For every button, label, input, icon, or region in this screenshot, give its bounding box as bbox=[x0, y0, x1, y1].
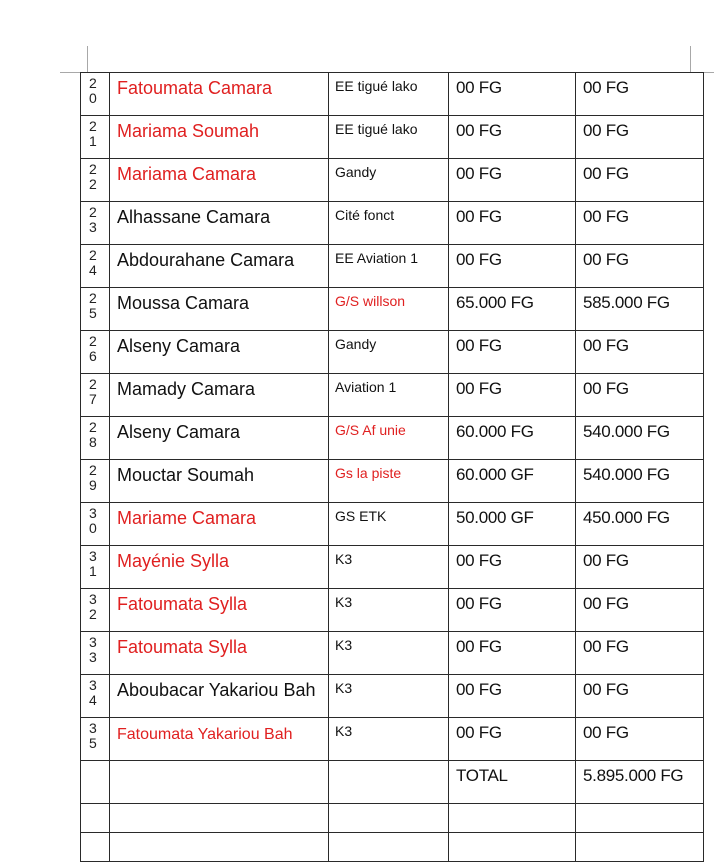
unit-amount: 60.000 FG bbox=[456, 422, 534, 441]
school-name: K3 bbox=[335, 680, 353, 696]
school-name: EE tigué lako bbox=[335, 78, 418, 94]
row-number: 30 bbox=[89, 505, 97, 536]
school-name: EE Aviation 1 bbox=[335, 250, 419, 266]
school-name-cell bbox=[329, 546, 449, 589]
total-amount: 00 FG bbox=[583, 551, 629, 570]
total-amount-cell bbox=[576, 202, 704, 245]
row-number: 31 bbox=[89, 548, 97, 579]
table-row bbox=[81, 245, 704, 288]
total-amount-cell bbox=[576, 503, 704, 546]
unit-amount-cell bbox=[449, 632, 576, 675]
school-name-cell bbox=[329, 202, 449, 245]
row-number-cell bbox=[81, 245, 110, 288]
unit-amount: 00 FG bbox=[456, 121, 502, 140]
empty-cell bbox=[576, 804, 704, 833]
total-amount-cell bbox=[576, 546, 704, 589]
student-name-cell bbox=[110, 374, 329, 417]
student-name-cell bbox=[110, 675, 329, 718]
total-amount-cell bbox=[576, 589, 704, 632]
school-name: K3 bbox=[335, 594, 353, 610]
student-name: Mariama Soumah bbox=[117, 121, 260, 141]
row-number-cell bbox=[81, 331, 110, 374]
row-number: 25 bbox=[89, 290, 97, 321]
empty-cell bbox=[110, 833, 329, 862]
student-name-cell bbox=[110, 417, 329, 460]
unit-amount-cell bbox=[449, 589, 576, 632]
crop-mark-right-vertical bbox=[690, 46, 691, 73]
student-name: Abdourahane Camara bbox=[117, 250, 295, 270]
school-name-cell bbox=[329, 159, 449, 202]
student-name: Fatoumata Yakariou Bah bbox=[117, 726, 293, 743]
unit-amount-cell bbox=[449, 73, 576, 116]
total-amount: 450.000 FG bbox=[583, 508, 670, 527]
total-amount: 00 FG bbox=[583, 78, 629, 97]
school-name: Cité fonct bbox=[335, 207, 395, 223]
total-label: TOTAL bbox=[449, 761, 576, 804]
total-amount: 00 FG bbox=[583, 164, 629, 183]
unit-amount-cell bbox=[449, 159, 576, 202]
total-amount: 00 FG bbox=[583, 680, 629, 699]
table-row bbox=[81, 159, 704, 202]
unit-amount: 60.000 GF bbox=[456, 465, 534, 484]
row-number-cell bbox=[81, 202, 110, 245]
empty-cell bbox=[329, 804, 449, 833]
table-row bbox=[81, 503, 704, 546]
row-number: 23 bbox=[89, 204, 97, 235]
row-number-cell bbox=[81, 460, 110, 503]
student-name-cell bbox=[110, 589, 329, 632]
student-name-cell bbox=[110, 632, 329, 675]
student-name-cell bbox=[110, 460, 329, 503]
total-amount-cell bbox=[576, 718, 704, 761]
school-name-cell bbox=[329, 589, 449, 632]
school-name: GS ETK bbox=[335, 508, 387, 524]
row-number: 34 bbox=[89, 677, 97, 708]
school-name: Aviation 1 bbox=[335, 379, 397, 395]
table-row bbox=[81, 116, 704, 159]
school-name-cell bbox=[329, 116, 449, 159]
table-row bbox=[81, 374, 704, 417]
student-name: Moussa Camara bbox=[117, 293, 250, 313]
table-row bbox=[81, 460, 704, 503]
unit-amount-cell bbox=[449, 675, 576, 718]
student-name: Alseny Camara bbox=[117, 336, 241, 356]
school-name-cell bbox=[329, 417, 449, 460]
school-name-cell bbox=[329, 632, 449, 675]
unit-amount-cell bbox=[449, 202, 576, 245]
total-amount-cell bbox=[576, 73, 704, 116]
total-amount: 00 FG bbox=[583, 207, 629, 226]
row-number: 32 bbox=[89, 591, 97, 622]
row-number-cell bbox=[81, 159, 110, 202]
student-name: Fatoumata Sylla bbox=[117, 594, 248, 614]
student-name-cell bbox=[110, 116, 329, 159]
total-amount: 00 FG bbox=[583, 121, 629, 140]
row-number-cell bbox=[81, 718, 110, 761]
student-name-cell bbox=[110, 331, 329, 374]
total-amount-cell bbox=[576, 417, 704, 460]
table-row bbox=[81, 73, 704, 116]
school-name: K3 bbox=[335, 637, 353, 653]
school-name-cell bbox=[329, 245, 449, 288]
school-name: Gandy bbox=[335, 336, 377, 352]
unit-amount-cell bbox=[449, 331, 576, 374]
school-name-cell bbox=[329, 675, 449, 718]
total-amount-cell bbox=[576, 245, 704, 288]
row-number: 24 bbox=[89, 247, 97, 278]
unit-amount: 00 FG bbox=[456, 250, 502, 269]
school-name: Gandy bbox=[335, 164, 377, 180]
table-row bbox=[81, 288, 704, 331]
unit-amount-cell bbox=[449, 288, 576, 331]
unit-amount: 00 FG bbox=[456, 164, 502, 183]
row-number: 29 bbox=[89, 462, 97, 493]
unit-amount-cell bbox=[449, 116, 576, 159]
school-name-cell bbox=[329, 288, 449, 331]
total-row-place-cell bbox=[329, 761, 449, 804]
total-amount-cell bbox=[576, 632, 704, 675]
student-name: Mayénie Sylla bbox=[117, 551, 230, 571]
row-number-cell bbox=[81, 675, 110, 718]
total-row-name-cell bbox=[110, 761, 329, 804]
total-amount: 00 FG bbox=[583, 594, 629, 613]
table-row bbox=[81, 632, 704, 675]
row-number-cell bbox=[81, 73, 110, 116]
student-name-cell bbox=[110, 202, 329, 245]
row-number-cell bbox=[81, 503, 110, 546]
school-name-cell bbox=[329, 503, 449, 546]
table-row bbox=[81, 202, 704, 245]
school-name: G/S willson bbox=[335, 293, 406, 309]
table-row bbox=[81, 331, 704, 374]
school-name: Gs la piste bbox=[335, 465, 402, 481]
empty-cell bbox=[110, 804, 329, 833]
total-amount-cell bbox=[576, 675, 704, 718]
unit-amount: 00 FG bbox=[456, 336, 502, 355]
crop-mark-left-vertical bbox=[87, 46, 88, 73]
total-amount: 540.000 FG bbox=[583, 422, 670, 441]
row-number: 22 bbox=[89, 161, 97, 192]
student-name-cell bbox=[110, 288, 329, 331]
student-name-cell bbox=[110, 73, 329, 116]
student-name: Alhassane Camara bbox=[117, 207, 271, 227]
unit-amount: 00 FG bbox=[456, 594, 502, 613]
total-amount-cell bbox=[576, 374, 704, 417]
student-name: Alseny Camara bbox=[117, 422, 241, 442]
table-row bbox=[81, 589, 704, 632]
total-amount: 00 FG bbox=[583, 723, 629, 742]
empty-cell bbox=[81, 804, 110, 833]
table-row bbox=[81, 675, 704, 718]
total-amount-cell bbox=[576, 116, 704, 159]
empty-row bbox=[81, 833, 704, 862]
row-number-cell bbox=[81, 288, 110, 331]
unit-amount-cell bbox=[449, 718, 576, 761]
unit-amount: 65.000 FG bbox=[456, 293, 534, 312]
row-number: 20 bbox=[89, 75, 97, 106]
student-name: Aboubacar Yakariou Bah bbox=[117, 680, 316, 700]
row-number: 35 bbox=[89, 720, 97, 751]
total-amount: 00 FG bbox=[583, 336, 629, 355]
row-number: 21 bbox=[89, 118, 97, 149]
row-number-cell bbox=[81, 116, 110, 159]
student-name-cell bbox=[110, 245, 329, 288]
student-name: Mariame Camara bbox=[117, 508, 257, 528]
unit-amount: 50.000 GF bbox=[456, 508, 534, 527]
row-number-cell bbox=[81, 417, 110, 460]
total-amount: 540.000 FG bbox=[583, 465, 670, 484]
total-amount-cell bbox=[576, 288, 704, 331]
total-row bbox=[81, 761, 704, 804]
empty-cell bbox=[329, 833, 449, 862]
school-name: G/S Af unie bbox=[335, 422, 406, 438]
table-footer bbox=[81, 761, 704, 862]
total-amount: 585.000 FG bbox=[583, 293, 670, 312]
student-name: Fatoumata Camara bbox=[117, 78, 273, 98]
unit-amount: 00 FG bbox=[456, 637, 502, 656]
total-row-num-cell bbox=[81, 761, 110, 804]
empty-cell bbox=[81, 833, 110, 862]
table-body bbox=[81, 73, 704, 761]
unit-amount: 00 FG bbox=[456, 207, 502, 226]
unit-amount: 00 FG bbox=[456, 379, 502, 398]
row-number: 33 bbox=[89, 634, 97, 665]
unit-amount-cell bbox=[449, 245, 576, 288]
total-amount: 00 FG bbox=[583, 250, 629, 269]
unit-amount: 00 FG bbox=[456, 680, 502, 699]
total-value: 5.895.000 FG bbox=[576, 761, 704, 804]
total-amount-cell bbox=[576, 331, 704, 374]
school-name-cell bbox=[329, 73, 449, 116]
empty-cell bbox=[576, 833, 704, 862]
unit-amount-cell bbox=[449, 374, 576, 417]
unit-amount-cell bbox=[449, 503, 576, 546]
row-number: 26 bbox=[89, 333, 97, 364]
total-amount-cell bbox=[576, 460, 704, 503]
unit-amount: 00 FG bbox=[456, 78, 502, 97]
student-name-cell bbox=[110, 546, 329, 589]
unit-amount: 00 FG bbox=[456, 723, 502, 742]
unit-amount: 00 FG bbox=[456, 551, 502, 570]
student-name-cell bbox=[110, 159, 329, 202]
total-amount: 00 FG bbox=[583, 637, 629, 656]
row-number-cell bbox=[81, 632, 110, 675]
unit-amount-cell bbox=[449, 460, 576, 503]
row-number: 27 bbox=[89, 376, 97, 407]
row-number-cell bbox=[81, 589, 110, 632]
unit-amount-cell bbox=[449, 417, 576, 460]
total-amount: 00 FG bbox=[583, 379, 629, 398]
school-name-cell bbox=[329, 331, 449, 374]
table-row bbox=[81, 546, 704, 589]
empty-cell bbox=[449, 833, 576, 862]
row-number: 28 bbox=[89, 419, 97, 450]
student-name: Fatoumata Sylla bbox=[117, 637, 248, 657]
unit-amount-cell bbox=[449, 546, 576, 589]
school-name-cell bbox=[329, 460, 449, 503]
school-name-cell bbox=[329, 718, 449, 761]
registration-table bbox=[80, 72, 704, 862]
student-name-cell bbox=[110, 503, 329, 546]
row-number-cell bbox=[81, 546, 110, 589]
table-row bbox=[81, 417, 704, 460]
school-name: EE tigué lako bbox=[335, 121, 418, 137]
row-number-cell bbox=[81, 374, 110, 417]
student-name: Mamady Camara bbox=[117, 379, 256, 399]
student-name-cell bbox=[110, 718, 329, 761]
school-name: K3 bbox=[335, 723, 353, 739]
total-amount-cell bbox=[576, 159, 704, 202]
student-name: Mariama Camara bbox=[117, 164, 257, 184]
school-name: K3 bbox=[335, 551, 353, 567]
table-row bbox=[81, 718, 704, 761]
empty-row bbox=[81, 804, 704, 833]
school-name-cell bbox=[329, 374, 449, 417]
empty-cell bbox=[449, 804, 576, 833]
student-name: Mouctar Soumah bbox=[117, 465, 255, 485]
